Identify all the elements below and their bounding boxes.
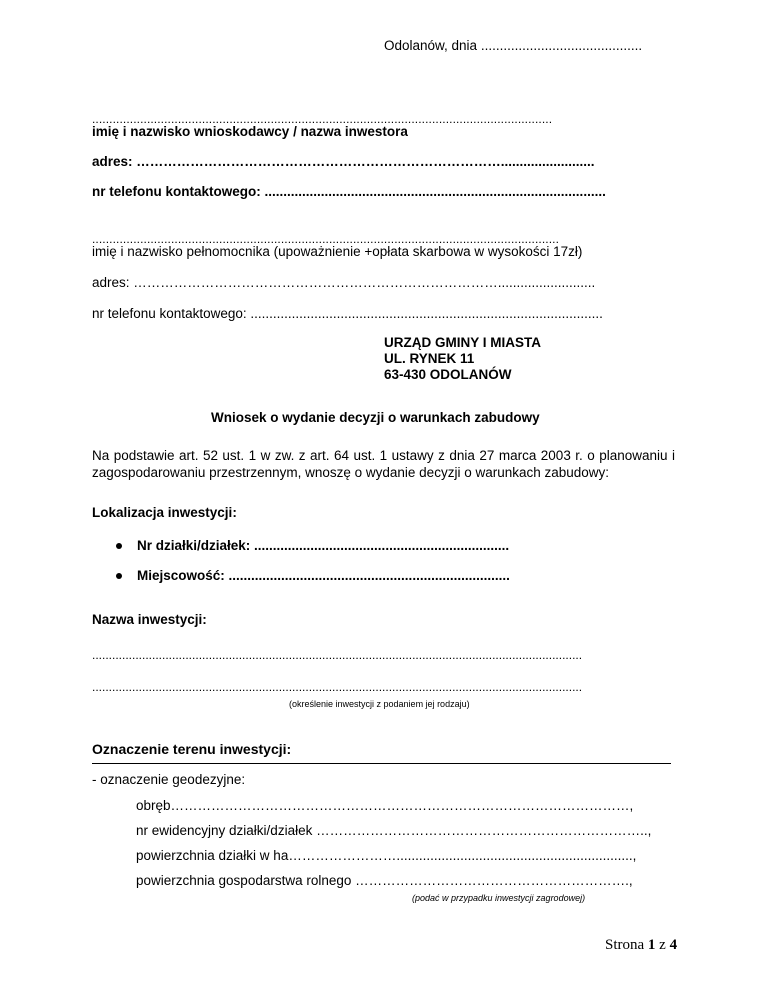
investment-name-line-2: ................................................................................................................................................... — [92, 680, 583, 694]
proxy-phone: nr telefonu kontaktowego: .............................................................................................. — [92, 306, 603, 321]
applicant-phone-text: nr telefonu kontaktowego: ........................................................................................... — [92, 184, 606, 199]
document-title: Wniosek o wydanie decyzji o warunkach zabudowy — [211, 410, 540, 425]
bullet-dot-icon — [116, 573, 122, 579]
proxy-name-label: imię i nazwisko pełnomocnika (upoważnienie +opłata skarbowa w wysokości 17zł) — [92, 244, 583, 259]
proxy-name-dots: ........................................................................................................................................ — [92, 232, 560, 246]
proxy-address: adres: ……………………………………………………………………….......................... — [92, 275, 596, 290]
bullet-dot-icon — [116, 543, 122, 549]
area-row-farm-area: powierzchnia gospodarstwa rolnego ……………………………………………………., — [136, 873, 633, 888]
section-divider — [92, 763, 671, 764]
geodetic-label: - oznaczenie geodezyjne: — [92, 772, 246, 787]
intro-paragraph: Na podstawie art. 52 ust. 1 w zw. z art. 64 ust. 1 ustawy z dnia 27 marca 2003 r. o planowaniu i zagospodarowaniu przestrzennym, wnoszę o wydanie decyzji o warunkach zabudowy: — [92, 448, 675, 480]
page-footer-separator: z — [655, 937, 670, 953]
applicant-address: adres: ………………………………………………………………………......................... — [92, 154, 595, 169]
area-hint: (podać w przypadku inwestycji zagrodowej) — [412, 893, 586, 903]
location-item-town: Miejscowość: ........................................................................... — [137, 568, 510, 583]
investment-name-hint: (określenie inwestycji z podaniem jej rodzaju) — [289, 699, 470, 709]
area-row-plot-number: nr ewidencyjny działki/działek ……………………………………………………………….., — [136, 823, 652, 838]
investment-name-heading: Nazwa inwestycji: — [92, 612, 207, 627]
area-heading: Oznaczenie terenu inwestycji: — [92, 741, 292, 757]
applicant-name-dots: ...................................................................................................................................... — [92, 112, 553, 126]
place-date: Odolanów, dnia ........................................... — [384, 38, 643, 53]
recipient-line-3: 63-430 ODOLANÓW — [384, 367, 512, 382]
total-page-count: 4 — [669, 937, 678, 953]
recipient-line-2: UL. RYNEK 11 — [384, 351, 475, 366]
area-row-precinct: obręb…………………………………………………………………………………………, — [136, 798, 634, 813]
applicant-phone — [92, 184, 606, 199]
page-footer — [605, 937, 677, 954]
investment-name-line-1: ................................................................................................................................................... — [92, 648, 583, 662]
location-item-plot: Nr działki/działek: .................................................................... — [137, 538, 510, 553]
page-footer-prefix: Strona — [605, 937, 648, 953]
location-heading: Lokalizacja inwestycji: — [92, 505, 237, 520]
recipient-line-1: URZĄD GMINY I MIASTA — [384, 335, 541, 350]
applicant-name-label: imię i nazwisko wnioskodawcy / nazwa inwestora — [92, 124, 408, 139]
current-page-number: 1 — [647, 937, 656, 953]
area-row-plot-area: powierzchnia działki w ha……………………..............................................................., — [136, 848, 637, 863]
